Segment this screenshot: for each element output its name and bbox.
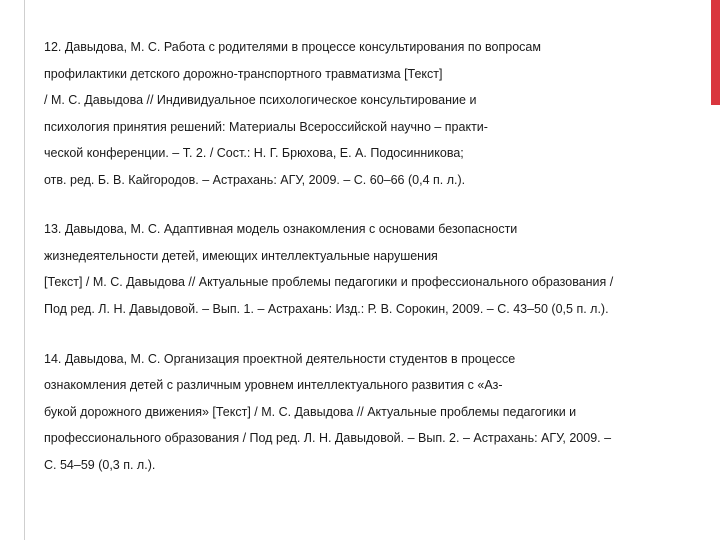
reference-line: ознакомления детей с различным уровнем интеллектуального развития с «Аз-: [44, 378, 503, 392]
reference-line: С. 54–59 (0,3 п. л.).: [44, 457, 156, 472]
reference-item-14: [44, 346, 694, 479]
reference-line: профилактики детского дорожно-транспортного травматизма [Текст]: [44, 66, 443, 81]
reference-line: [Текст] / М. С. Давыдова // Актуальные проблемы педагогики и профессионального образования /: [44, 275, 614, 289]
reference-line: ческой конференции. – Т. 2. / Сост.: Н. Г. Брюхова, Е. А. Подосинникова;: [44, 146, 464, 160]
reference-item-12: [44, 34, 694, 193]
reference-line: 12. Давыдова, М. С. Работа с родителями в процессе консультирования по вопросам: [44, 40, 541, 54]
reference-line: отв. ред. Б. В. Кайгородов. – Астрахань: АГУ, 2009. – С. 60–66 (0,4 п. л.).: [44, 172, 466, 187]
reference-line: 14. Давыдова, М. С. Организация проектной деятельности студентов в процессе: [44, 351, 516, 366]
left-margin-rule: [24, 0, 25, 540]
reference-item-13: [44, 216, 694, 323]
reference-line: / М. С. Давыдова // Индивидуальное психологическое консультирование и: [44, 93, 477, 107]
reference-line: профессионального образования / Под ред. Л. Н. Давыдовой. – Вып. 2. – Астрахань: АГУ, 2009. –: [44, 431, 612, 445]
reference-line: 13. Давыдова, М. С. Адаптивная модель ознакомления с основами безопасности: [44, 222, 518, 236]
reference-list: [44, 34, 694, 501]
reference-line: психология принятия решений: Материалы Всероссийской научно – практи-: [44, 119, 488, 134]
reference-line: жизнедеятельности детей, имеющих интеллектуальные нарушения: [44, 248, 438, 263]
reference-line: Под ред. Л. Н. Давыдовой. – Вып. 1. – Астрахань: Изд.: Р. В. Сорокин, 2009. – С. 43–50 (0,5 п. л.).: [44, 302, 609, 316]
reference-line: букой дорожного движения» [Текст] / М. С. Давыдова // Актуальные проблемы педагогики и: [44, 404, 577, 419]
accent-bar: [711, 0, 720, 105]
